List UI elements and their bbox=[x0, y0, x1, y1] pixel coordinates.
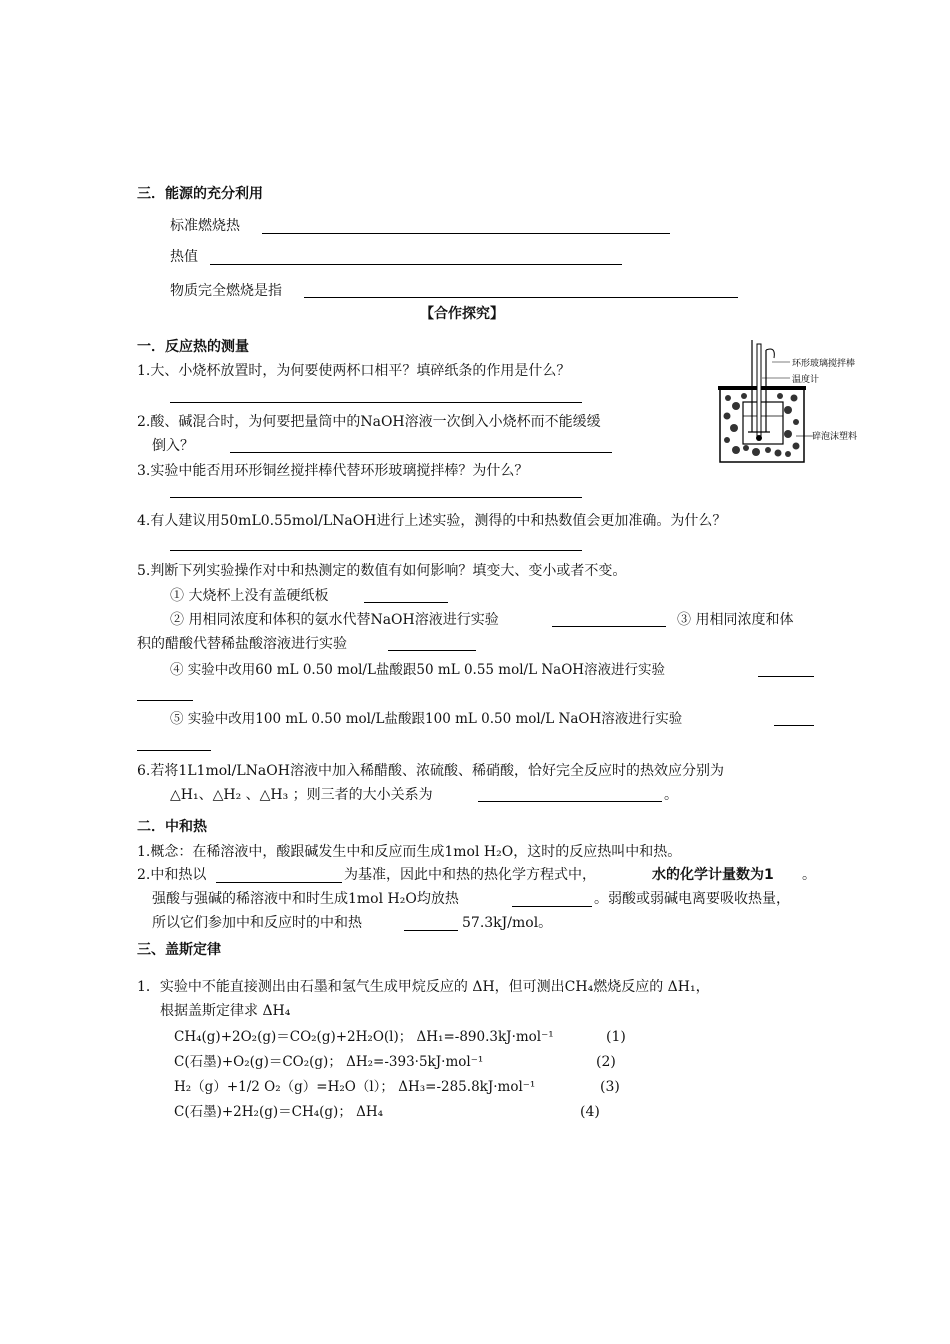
question-5-item-2: ② 用相同浓度和体积的氨水代替NaOH溶液进行实验 bbox=[170, 612, 499, 628]
blank-line[interactable] bbox=[137, 700, 193, 701]
blank-line[interactable] bbox=[552, 626, 666, 627]
equation-2-number: (2) bbox=[596, 1054, 616, 1070]
blank-line[interactable] bbox=[262, 233, 670, 234]
blank-line[interactable] bbox=[137, 750, 211, 751]
blank-line[interactable] bbox=[512, 906, 592, 907]
part-title-neutralization-heat: 二．中和热 bbox=[137, 819, 207, 835]
weak-acid-base-end: 57.3kJ/mol。 bbox=[462, 915, 553, 931]
blank-line[interactable] bbox=[216, 882, 342, 883]
calorimeter-figure bbox=[716, 336, 886, 466]
neutralization-definition: 1.概念：在稀溶液中，酸跟碱发生中和反应而生成1mol H₂O，这时的反应热叫中和热。 bbox=[137, 844, 682, 860]
equation-4-number: (4) bbox=[580, 1104, 600, 1120]
neutralization-basis-mid: 为基准，因此中和热的热化学方程式中， bbox=[344, 867, 596, 883]
question-3: 3.实验中能否用环形铜丝搅拌棒代替环形玻璃搅拌棒？为什么？ bbox=[137, 463, 529, 479]
coop-title: 【合作探究】 bbox=[420, 306, 504, 322]
question-5: 5.判断下列实验操作对中和热测定的数值有如何影响？填变大、变小或者不变。 bbox=[137, 563, 627, 579]
strong-acid-base-end: 。弱酸或弱碱电离要吸收热量， bbox=[594, 891, 790, 907]
equation-4: C(石墨)+2H₂(g)＝CH₄(g)； ΔH₄ bbox=[174, 1104, 384, 1120]
blank-line[interactable] bbox=[364, 602, 448, 603]
weak-acid-base-pre: 所以它们参加中和反应时的中和热 bbox=[152, 915, 362, 931]
question-2-line1: 2.酸、碱混合时，为何要把量筒中的NaOH溶液一次倒入小烧杯而不能缓缓 bbox=[137, 414, 601, 430]
blank-line[interactable] bbox=[230, 452, 612, 453]
question-6-end: 。 bbox=[664, 787, 678, 803]
part-title-hess-law: 三、盖斯定律 bbox=[137, 942, 221, 958]
question-4: 4.有人建议用50mL0.55mol/LNaOH进行上述实验，测得的中和热数值会更加准确。为什么？ bbox=[137, 513, 727, 529]
item-complete-combustion: 物质完全燃烧是指 bbox=[170, 283, 282, 299]
blank-line[interactable] bbox=[478, 801, 662, 802]
equation-1: CH₄(g)+2O₂(g)＝CO₂(g)+2H₂O(l)； ΔH₁=-890.3kJ·mol⁻¹ bbox=[174, 1029, 554, 1045]
hess-problem-line2: 根据盖斯定律求 ΔH₄ bbox=[160, 1003, 291, 1019]
item-heat-value: 热值 bbox=[170, 249, 198, 265]
blank-line[interactable] bbox=[170, 402, 582, 403]
figure-label-thermometer: 温度计 bbox=[792, 375, 820, 385]
equation-3: H₂（g）+1/2 O₂（g）=H₂O（l）； ΔH₃=-285.8kJ·mol⁻¹ bbox=[174, 1079, 536, 1095]
question-6-line1: 6.若将1L1mol/LNaOH溶液中加入稀醋酸、浓硫酸、稀硝酸，恰好完全反应时的热效应分别为 bbox=[137, 763, 724, 779]
equation-2: C(石墨)+O₂(g)＝CO₂(g)； ΔH₂=-393·5kJ·mol⁻¹ bbox=[174, 1054, 484, 1070]
question-5-item-1: ① 大烧杯上没有盖硬纸板 bbox=[170, 588, 329, 604]
question-5-item-5: ⑤ 实验中改用100 mL 0.50 mol/L盐酸跟100 mL 0.50 mol/L NaOH溶液进行实验 bbox=[170, 711, 683, 727]
blank-line[interactable] bbox=[388, 650, 476, 651]
question-5-item-3-part1: ③ 用相同浓度和体 bbox=[677, 612, 794, 628]
neutralization-basis-bold: 水的化学计量数为1 bbox=[652, 867, 774, 883]
blank-line[interactable] bbox=[170, 497, 582, 498]
hess-problem-line1: 1．实验中不能直接测出由石墨和氢气生成甲烷反应的 ΔH，但可测出CH₄燃烧反应的 ΔH₁， bbox=[137, 979, 710, 995]
question-6-line2: △H₁、△H₂ 、△H₃ ；则三者的大小关系为 bbox=[170, 787, 433, 803]
blank-line[interactable] bbox=[758, 676, 814, 677]
equation-3-number: (3) bbox=[600, 1079, 620, 1095]
figure-label-foam: 碎泡沫塑料 bbox=[812, 432, 858, 442]
item-standard-combustion-heat: 标准燃烧热 bbox=[170, 218, 240, 234]
equation-1-number: (1) bbox=[606, 1029, 626, 1045]
part-title-reaction-heat: 一．反应热的测量 bbox=[137, 339, 249, 355]
blank-line[interactable] bbox=[210, 264, 622, 265]
strong-acid-base-pre: 强酸与强碱的稀溶液中和时生成1mol H₂O均放热 bbox=[152, 891, 459, 907]
blank-line[interactable] bbox=[304, 297, 738, 298]
neutralization-basis-end: 。 bbox=[802, 867, 816, 883]
blank-line[interactable] bbox=[404, 930, 458, 931]
section-title-energy: 三．能源的充分利用 bbox=[137, 186, 263, 202]
question-5-item-4: ④ 实验中改用60 mL 0.50 mol/L盐酸跟50 mL 0.55 mol/L NaOH溶液进行实验 bbox=[170, 662, 666, 678]
neutralization-basis-pre: 2.中和热以 bbox=[137, 867, 207, 883]
question-1: 1.大、小烧杯放置时，为何要使两杯口相平？填碎纸条的作用是什么？ bbox=[137, 363, 571, 379]
question-2-line2: 倒入？ bbox=[152, 438, 194, 454]
blank-line[interactable] bbox=[170, 550, 582, 551]
question-5-item-3-part2: 积的醋酸代替稀盐酸溶液进行实验 bbox=[137, 636, 347, 652]
blank-line[interactable] bbox=[774, 725, 814, 726]
figure-label-rod: 环形玻璃搅拌棒 bbox=[792, 359, 856, 369]
